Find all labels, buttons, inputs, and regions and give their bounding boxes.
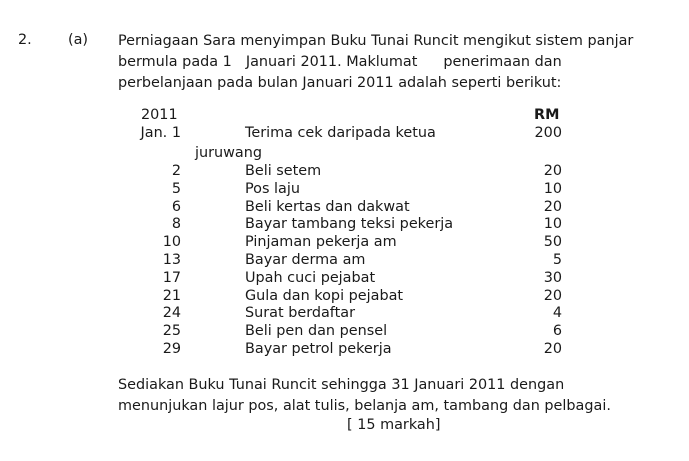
row-amount: 20 [543,288,562,304]
question-intro [118,31,683,94]
table-row [0,180,689,198]
intro-line-2-part-3: penerimaan dan [443,54,562,70]
row-date: 29 [162,341,181,357]
row-amount: 5 [552,252,562,268]
row-amount: 50 [543,234,562,250]
row-description: Pos laju [245,181,300,197]
row-description: Surat berdaftar [245,305,356,321]
row-date: 8 [171,216,181,232]
table-row [0,287,689,305]
intro-line-2 [118,52,683,73]
row-amount: 20 [543,163,562,179]
row-description: Gula dan kopi pejabat [245,288,404,304]
table-row-continuation [0,144,689,162]
question-part: (a) [68,32,89,48]
table-row [0,304,689,322]
row-description: Pinjaman pekerja am [245,234,397,250]
year-header: 2011 [141,107,178,123]
question-number: 2. [18,32,32,48]
table-row [0,340,689,358]
row-description: Bayar petrol pekerja [245,341,392,357]
table-row [0,251,689,269]
instruction [118,375,611,417]
row-description: Upah cuci pejabat [245,270,376,286]
row-amount: 10 [543,216,562,232]
row-amount: 4 [552,305,562,321]
intro-line-2-part-1: bermula pada 1 [118,54,232,70]
intro-line-2-part-2: Januari 2011. Maklumat [245,54,418,70]
row-description: Beli pen dan pensel [245,323,388,339]
row-description: Beli setem [245,163,322,179]
instruction-line-1: Sediakan Buku Tunai Runcit sehingga 31 Januari 2011 dengan [118,377,565,393]
row-date: 24 [162,305,181,321]
table-row [0,162,689,180]
row-description: Beli kertas dan dakwat [245,199,410,215]
table-row [0,233,689,251]
row-date: 5 [171,181,181,197]
intro-line-3: perbelanjaan pada bulan Januari 2011 adalah seperti berikut: [118,75,562,91]
row-date: Jan. 1 [140,125,181,141]
row-date: 13 [162,252,181,268]
row-date: 25 [162,323,181,339]
row-date: 21 [162,288,181,304]
amount-header: RM [534,107,560,123]
row-date: 17 [162,270,181,286]
marks-label: [ 15 markah] [347,417,441,433]
row-date: 10 [162,234,181,250]
table-row [0,198,689,216]
row-date: 6 [171,199,181,215]
row-description-continuation: juruwang [195,145,262,161]
row-amount: 20 [543,341,562,357]
table-row [0,269,689,287]
row-amount: 20 [543,199,562,215]
row-description: Bayar tambang teksi pekerja [245,216,454,232]
intro-line-1: Perniagaan Sara menyimpan Buku Tunai Runcit mengikut sistem panjar [118,33,634,49]
row-description: Terima cek daripada ketua [245,125,436,141]
instruction-line-2: menunjukan lajur pos, alat tulis, belanja am, tambang dan pelbagai. [118,398,611,414]
table-row [0,215,689,233]
row-amount: 10 [543,181,562,197]
table-row [0,124,689,142]
table-row [0,322,689,340]
row-amount: 30 [543,270,562,286]
row-amount: 6 [552,323,562,339]
row-description: Bayar derma am [245,252,366,268]
row-amount: 200 [534,125,562,141]
row-date: 2 [171,163,181,179]
